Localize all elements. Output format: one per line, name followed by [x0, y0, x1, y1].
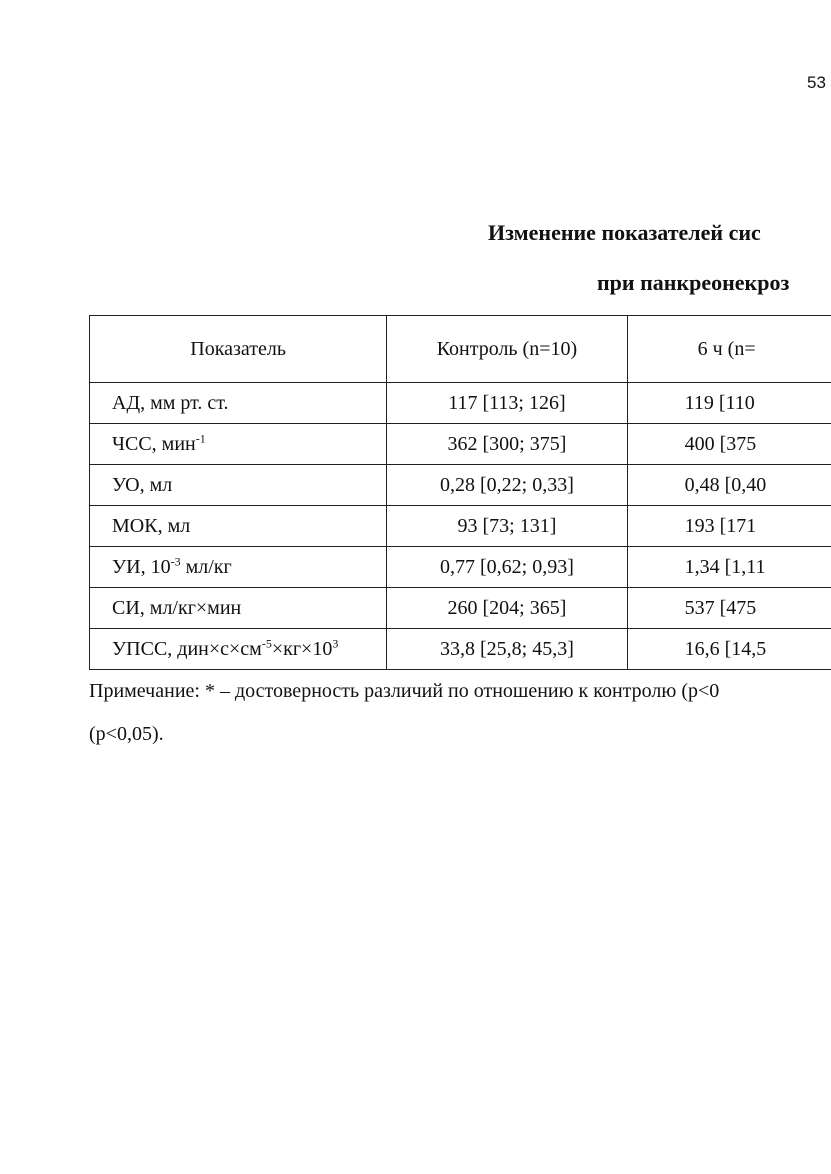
- row-6h-value: 16,6 [14,5: [627, 629, 831, 670]
- table-header-row: [90, 316, 831, 383]
- table-row: [90, 629, 831, 670]
- row-param-name: СИ, мл/кг×мин: [90, 588, 387, 629]
- table-row: [90, 424, 831, 465]
- indicators-table: [89, 315, 831, 670]
- row-control-value: 117 [113; 126]: [387, 383, 627, 424]
- header-6h: 6 ч (n=: [627, 316, 831, 383]
- row-6h-value: 0,48 [0,40: [627, 465, 831, 506]
- table-title-line-1: Изменение показателей сис: [488, 220, 761, 245]
- row-control-value: 0,28 [0,22; 0,33]: [387, 465, 627, 506]
- row-param-name: УПСС, $дин\times с\times см^{-5}\times кг\times 10^3$: [90, 629, 387, 670]
- row-6h-value: 537 [475: [627, 588, 831, 629]
- row-6h-value: 193 [171: [627, 506, 831, 547]
- row-6h-value: 1,34 [1,11: [627, 547, 831, 588]
- row-param-name: УО, мл: [90, 465, 387, 506]
- row-control-value: 362 [300; 375]: [387, 424, 627, 465]
- table-note-line-1: Примечание: * – достоверность различий по отношению к контролю (р<0: [89, 680, 720, 702]
- header-control: Контроль (n=10): [387, 316, 627, 383]
- header-param: Показатель: [90, 316, 387, 383]
- table-row: [90, 588, 831, 629]
- page-number: 53: [807, 73, 826, 92]
- table-note-line-2: (р<0,05).: [89, 723, 164, 745]
- row-control-value: 93 [73; 131]: [387, 506, 627, 547]
- row-param-name: ЧСС, мин$^{-1}$: [90, 424, 387, 465]
- table-row: [90, 465, 831, 506]
- table-title-line-2: при панкреонекроз: [597, 270, 790, 295]
- row-param-name: МОК, мл: [90, 506, 387, 547]
- row-param-name: УИ, $10^{-3}$ мл/кг: [90, 547, 387, 588]
- table-row: [90, 506, 831, 547]
- row-param-name: АД, мм рт. ст.: [90, 383, 387, 424]
- row-6h-value: 119 [110: [627, 383, 831, 424]
- table-row: [90, 547, 831, 588]
- row-control-value: 260 [204; 365]: [387, 588, 627, 629]
- row-control-value: 0,77 [0,62; 0,93]: [387, 547, 627, 588]
- row-control-value: 33,8 [25,8; 45,3]: [387, 629, 627, 670]
- row-6h-value: 400 [375: [627, 424, 831, 465]
- table-row: [90, 383, 831, 424]
